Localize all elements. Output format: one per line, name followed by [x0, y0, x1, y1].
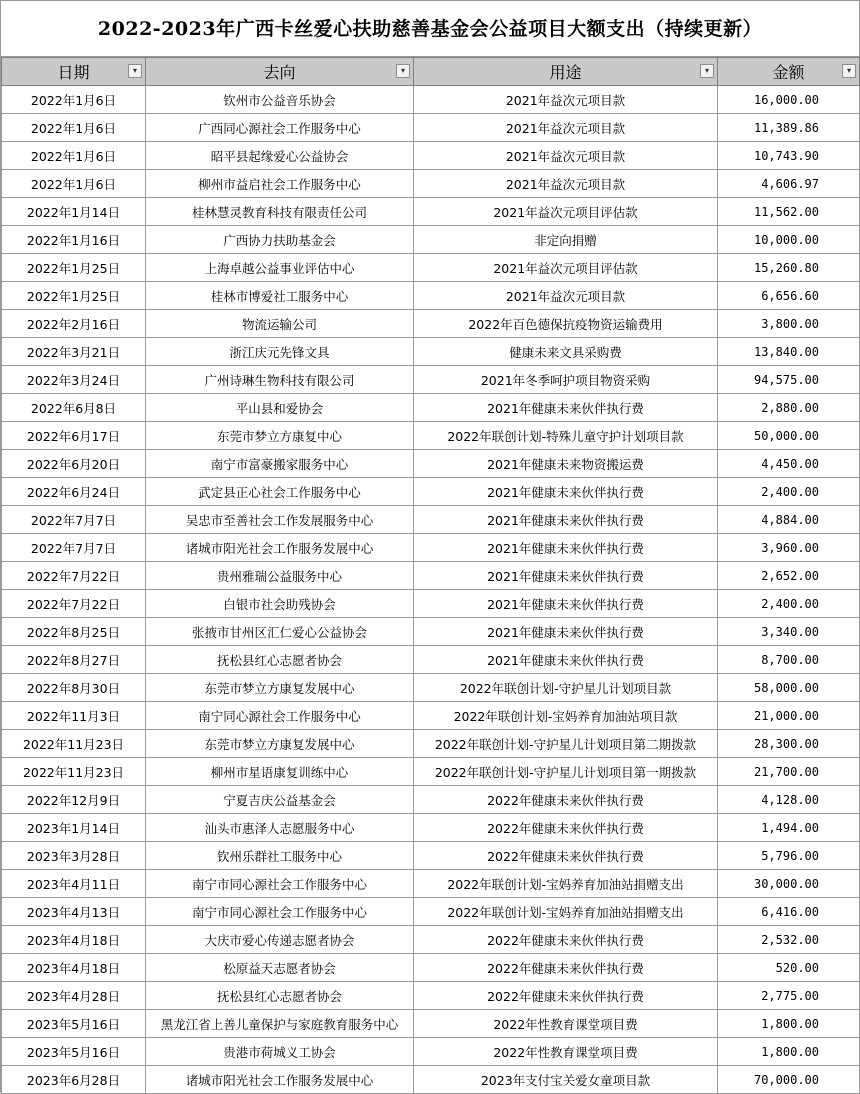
table-row — [2, 758, 860, 786]
cell-amount[interactable]: 2,880.00 — [718, 394, 860, 422]
header-to — [146, 58, 414, 86]
cell-date[interactable]: 2022年1月6日 — [2, 142, 146, 170]
filter-dropdown-icon[interactable]: ▾ — [842, 64, 856, 78]
cell-purpose[interactable]: 2022年联创计划-宝妈养育加油站项目款 — [414, 702, 718, 730]
cell-recipient[interactable]: 物流运输公司 — [146, 310, 414, 338]
table-row — [2, 506, 860, 534]
cell-purpose[interactable]: 2021年健康未来物资搬运费 — [414, 450, 718, 478]
cell-date[interactable]: 2022年6月8日 — [2, 394, 146, 422]
cell-purpose[interactable]: 非定向捐赠 — [414, 226, 718, 254]
cell-amount[interactable]: 1,494.00 — [718, 814, 860, 842]
table-row — [2, 394, 860, 422]
cell-date[interactable]: 2023年5月16日 — [2, 1010, 146, 1038]
header-use — [414, 58, 718, 86]
cell-date[interactable]: 2022年1月6日 — [2, 170, 146, 198]
cell-purpose[interactable]: 2022年性教育课堂项目费 — [414, 1038, 718, 1066]
cell-purpose[interactable]: 2022年联创计划-宝妈养育加油站捐赠支出 — [414, 898, 718, 926]
cell-amount[interactable]: 4,884.00 — [718, 506, 860, 534]
cell-recipient[interactable]: 钦州乐群社工服务中心 — [146, 842, 414, 870]
cell-purpose[interactable]: 2022年百色德保抗疫物资运输费用 — [414, 310, 718, 338]
cell-recipient[interactable]: 白银市社会助残协会 — [146, 590, 414, 618]
table-row — [2, 450, 860, 478]
cell-date[interactable]: 2022年7月22日 — [2, 590, 146, 618]
cell-date[interactable]: 2022年3月21日 — [2, 338, 146, 366]
cell-purpose[interactable]: 2021年健康未来伙伴执行费 — [414, 562, 718, 590]
cell-purpose[interactable]: 2021年健康未来伙伴执行费 — [414, 534, 718, 562]
table-row — [2, 842, 860, 870]
cell-recipient[interactable]: 宁夏吉庆公益基金会 — [146, 786, 414, 814]
table-row — [2, 170, 860, 198]
cell-amount[interactable]: 1,800.00 — [718, 1010, 860, 1038]
cell-amount[interactable]: 3,340.00 — [718, 618, 860, 646]
cell-amount[interactable]: 2,400.00 — [718, 478, 860, 506]
cell-amount[interactable]: 2,775.00 — [718, 982, 860, 1010]
cell-purpose[interactable]: 2021年健康未来伙伴执行费 — [414, 394, 718, 422]
cell-date[interactable]: 2023年3月28日 — [2, 842, 146, 870]
cell-recipient[interactable]: 贵港市荷城义工协会 — [146, 1038, 414, 1066]
cell-purpose[interactable]: 健康未来文具采购费 — [414, 338, 718, 366]
cell-date[interactable]: 2023年4月13日 — [2, 898, 146, 926]
table-row — [2, 1066, 860, 1094]
cell-amount[interactable]: 13,840.00 — [718, 338, 860, 366]
cell-amount[interactable]: 15,260.80 — [718, 254, 860, 282]
cell-amount[interactable]: 8,700.00 — [718, 646, 860, 674]
cell-amount[interactable]: 50,000.00 — [718, 422, 860, 450]
cell-amount[interactable]: 1,800.00 — [718, 1038, 860, 1066]
cell-purpose[interactable]: 2022年联创计划-特殊儿童守护计划项目款 — [414, 422, 718, 450]
cell-purpose[interactable]: 2021年健康未来伙伴执行费 — [414, 618, 718, 646]
sheet-title: 2022-2023年广西卡丝爱心扶助慈善基金会公益项目大额支出（持续更新） — [1, 0, 859, 57]
cell-purpose[interactable]: 2022年健康未来伙伴执行费 — [414, 814, 718, 842]
sort-filter-icon[interactable]: ▾ — [128, 64, 142, 78]
cell-date[interactable]: 2022年7月22日 — [2, 562, 146, 590]
cell-date[interactable]: 2022年7月7日 — [2, 506, 146, 534]
table-row — [2, 1010, 860, 1038]
cell-amount[interactable]: 70,000.00 — [718, 1066, 860, 1094]
cell-purpose[interactable]: 2022年健康未来伙伴执行费 — [414, 786, 718, 814]
table-row — [2, 226, 860, 254]
cell-amount[interactable]: 4,606.97 — [718, 170, 860, 198]
cell-date[interactable]: 2022年3月24日 — [2, 366, 146, 394]
cell-amount[interactable]: 520.00 — [718, 954, 860, 982]
cell-purpose[interactable]: 2022年联创计划-宝妈养育加油站捐赠支出 — [414, 870, 718, 898]
table-row — [2, 730, 860, 758]
table-row — [2, 478, 860, 506]
cell-amount[interactable]: 4,450.00 — [718, 450, 860, 478]
cell-date[interactable]: 2023年4月18日 — [2, 926, 146, 954]
cell-date[interactable]: 2022年1月6日 — [2, 114, 146, 142]
table-row — [2, 786, 860, 814]
cell-amount[interactable]: 30,000.00 — [718, 870, 860, 898]
table-row — [2, 926, 860, 954]
cell-amount[interactable]: 2,532.00 — [718, 926, 860, 954]
header-amount — [718, 58, 860, 86]
cell-purpose[interactable]: 2022年联创计划-守护星儿计划项目款 — [414, 674, 718, 702]
cell-purpose[interactable]: 2021年健康未来伙伴执行费 — [414, 478, 718, 506]
cell-amount[interactable]: 94,575.00 — [718, 366, 860, 394]
cell-purpose[interactable]: 2021年益次元项目评估款 — [414, 254, 718, 282]
cell-purpose[interactable]: 2021年冬季呵护项目物资采购 — [414, 366, 718, 394]
cell-amount[interactable]: 2,652.00 — [718, 562, 860, 590]
header-date — [2, 58, 146, 86]
cell-recipient[interactable]: 诸城市阳光社会工作服务发展中心 — [146, 534, 414, 562]
cell-purpose[interactable]: 2021年健康未来伙伴执行费 — [414, 646, 718, 674]
table-row — [2, 954, 860, 982]
cell-recipient[interactable]: 东莞市梦立方康复发展中心 — [146, 674, 414, 702]
table-row — [2, 366, 860, 394]
cell-amount[interactable]: 28,300.00 — [718, 730, 860, 758]
cell-recipient[interactable]: 上海卓越公益事业评估中心 — [146, 254, 414, 282]
table-row — [2, 618, 860, 646]
cell-date[interactable]: 2022年11月23日 — [2, 758, 146, 786]
cell-recipient[interactable]: 昭平县起缘爱心公益协会 — [146, 142, 414, 170]
table-row — [2, 142, 860, 170]
table-row — [2, 674, 860, 702]
cell-recipient[interactable]: 南宁同心源社会工作服务中心 — [146, 702, 414, 730]
cell-recipient[interactable]: 桂林市博爱社工服务中心 — [146, 282, 414, 310]
cell-purpose[interactable]: 2021年健康未来伙伴执行费 — [414, 506, 718, 534]
cell-date[interactable]: 2022年6月20日 — [2, 450, 146, 478]
cell-amount[interactable]: 11,562.00 — [718, 198, 860, 226]
cell-recipient[interactable]: 武定县正心社会工作服务中心 — [146, 478, 414, 506]
cell-amount[interactable]: 5,796.00 — [718, 842, 860, 870]
cell-recipient[interactable]: 浙江庆元先锋文具 — [146, 338, 414, 366]
cell-recipient[interactable]: 南宁市富豪搬家服务中心 — [146, 450, 414, 478]
table-row — [2, 646, 860, 674]
cell-date[interactable]: 2023年6月28日 — [2, 1066, 146, 1094]
cell-purpose[interactable]: 2023年支付宝关爱女童项目款 — [414, 1066, 718, 1094]
table-row — [2, 702, 860, 730]
cell-recipient[interactable]: 钦州市公益音乐协会 — [146, 86, 414, 114]
cell-recipient[interactable]: 吴忠市至善社会工作发展服务中心 — [146, 506, 414, 534]
table-row — [2, 310, 860, 338]
cell-amount[interactable]: 11,389.86 — [718, 114, 860, 142]
table-row — [2, 254, 860, 282]
header-to-label: 去向 — [263, 63, 296, 82]
cell-purpose[interactable]: 2021年健康未来伙伴执行费 — [414, 590, 718, 618]
table-row — [2, 562, 860, 590]
cell-recipient[interactable]: 东莞市梦立方康复发展中心 — [146, 730, 414, 758]
cell-recipient[interactable]: 南宁市同心源社会工作服务中心 — [146, 898, 414, 926]
cell-purpose[interactable]: 2022年联创计划-守护星儿计划项目第一期拨款 — [414, 758, 718, 786]
cell-date[interactable]: 2022年7月7日 — [2, 534, 146, 562]
cell-recipient[interactable]: 柳州市益启社会工作服务中心 — [146, 170, 414, 198]
cell-amount[interactable]: 6,656.60 — [718, 282, 860, 310]
cell-purpose[interactable]: 2021年益次元项目款 — [414, 114, 718, 142]
cell-date[interactable]: 2022年8月30日 — [2, 674, 146, 702]
cell-purpose[interactable]: 2022年健康未来伙伴执行费 — [414, 842, 718, 870]
table-row — [2, 114, 860, 142]
cell-date[interactable]: 2023年4月28日 — [2, 982, 146, 1010]
cell-recipient[interactable]: 桂林慧灵教育科技有限责任公司 — [146, 198, 414, 226]
cell-purpose[interactable]: 2022年联创计划-守护星儿计划项目第二期拨款 — [414, 730, 718, 758]
cell-date[interactable]: 2023年1月14日 — [2, 814, 146, 842]
cell-amount[interactable]: 3,960.00 — [718, 534, 860, 562]
cell-purpose[interactable]: 2022年健康未来伙伴执行费 — [414, 926, 718, 954]
cell-purpose[interactable]: 2022年性教育课堂项目费 — [414, 1010, 718, 1038]
table-row — [2, 870, 860, 898]
table-row — [2, 86, 860, 114]
cell-recipient[interactable]: 平山县和爱协会 — [146, 394, 414, 422]
cell-recipient[interactable]: 南宁市同心源社会工作服务中心 — [146, 870, 414, 898]
cell-recipient[interactable]: 广州诗琳生物科技有限公司 — [146, 366, 414, 394]
cell-amount[interactable]: 10,743.90 — [718, 142, 860, 170]
cell-recipient[interactable]: 广西协力扶助基金会 — [146, 226, 414, 254]
cell-amount[interactable]: 58,000.00 — [718, 674, 860, 702]
header-amount-label: 金额 — [772, 63, 805, 82]
header-use-label: 用途 — [549, 63, 582, 82]
cell-purpose[interactable]: 2021年益次元项目款 — [414, 142, 718, 170]
cell-recipient[interactable]: 抚松县红心志愿者协会 — [146, 646, 414, 674]
cell-date[interactable]: 2023年4月11日 — [2, 870, 146, 898]
cell-purpose[interactable]: 2022年健康未来伙伴执行费 — [414, 982, 718, 1010]
cell-recipient[interactable]: 广西同心源社会工作服务中心 — [146, 114, 414, 142]
cell-recipient[interactable]: 黑龙江省上善儿童保护与家庭教育服务中心 — [146, 1010, 414, 1038]
cell-date[interactable]: 2022年6月24日 — [2, 478, 146, 506]
cell-date[interactable]: 2022年8月27日 — [2, 646, 146, 674]
table-row — [2, 814, 860, 842]
cell-purpose[interactable]: 2022年健康未来伙伴执行费 — [414, 954, 718, 982]
cell-date[interactable]: 2022年12月9日 — [2, 786, 146, 814]
cell-recipient[interactable]: 汕头市惠泽人志愿服务中心 — [146, 814, 414, 842]
cell-date[interactable]: 2022年1月25日 — [2, 282, 146, 310]
cell-recipient[interactable]: 贵州雅瑞公益服务中心 — [146, 562, 414, 590]
cell-date[interactable]: 2022年11月3日 — [2, 702, 146, 730]
expenditure-table — [1, 57, 860, 1094]
table-row — [2, 982, 860, 1010]
header-date-label: 日期 — [57, 63, 90, 82]
cell-date[interactable]: 2022年2月16日 — [2, 310, 146, 338]
filter-dropdown-icon[interactable]: ▾ — [396, 64, 410, 78]
cell-recipient[interactable]: 抚松县红心志愿者协会 — [146, 982, 414, 1010]
cell-amount[interactable]: 3,800.00 — [718, 310, 860, 338]
cell-date[interactable]: 2022年11月23日 — [2, 730, 146, 758]
table-row — [2, 422, 860, 450]
cell-amount[interactable]: 10,000.00 — [718, 226, 860, 254]
cell-date[interactable]: 2023年5月16日 — [2, 1038, 146, 1066]
cell-date[interactable]: 2022年6月17日 — [2, 422, 146, 450]
table-row — [2, 898, 860, 926]
cell-date[interactable]: 2023年4月18日 — [2, 954, 146, 982]
cell-purpose[interactable]: 2021年益次元项目款 — [414, 282, 718, 310]
cell-amount[interactable]: 21,000.00 — [718, 702, 860, 730]
header-row — [2, 58, 860, 86]
cell-amount[interactable]: 21,700.00 — [718, 758, 860, 786]
cell-recipient[interactable]: 柳州市星语康复训练中心 — [146, 758, 414, 786]
cell-recipient[interactable]: 松原益天志愿者协会 — [146, 954, 414, 982]
cell-amount[interactable]: 6,416.00 — [718, 898, 860, 926]
cell-date[interactable]: 2022年1月6日 — [2, 86, 146, 114]
cell-recipient[interactable]: 诸城市阳光社会工作服务发展中心 — [146, 1066, 414, 1094]
cell-date[interactable]: 2022年1月14日 — [2, 198, 146, 226]
cell-date[interactable]: 2022年8月25日 — [2, 618, 146, 646]
table-row — [2, 198, 860, 226]
table-row — [2, 282, 860, 310]
cell-recipient[interactable]: 大庆市爱心传递志愿者协会 — [146, 926, 414, 954]
cell-date[interactable]: 2022年1月25日 — [2, 254, 146, 282]
table-row — [2, 590, 860, 618]
cell-recipient[interactable]: 东莞市梦立方康复中心 — [146, 422, 414, 450]
cell-purpose[interactable]: 2021年益次元项目款 — [414, 170, 718, 198]
cell-amount[interactable]: 2,400.00 — [718, 590, 860, 618]
table-row — [2, 1038, 860, 1066]
cell-amount[interactable]: 4,128.00 — [718, 786, 860, 814]
cell-purpose[interactable]: 2021年益次元项目评估款 — [414, 198, 718, 226]
cell-purpose[interactable]: 2021年益次元项目款 — [414, 86, 718, 114]
cell-amount[interactable]: 16,000.00 — [718, 86, 860, 114]
table-row — [2, 534, 860, 562]
filter-dropdown-icon[interactable]: ▾ — [700, 64, 714, 78]
table-row — [2, 338, 860, 366]
cell-recipient[interactable]: 张掖市甘州区汇仁爱心公益协会 — [146, 618, 414, 646]
cell-date[interactable]: 2022年1月16日 — [2, 226, 146, 254]
